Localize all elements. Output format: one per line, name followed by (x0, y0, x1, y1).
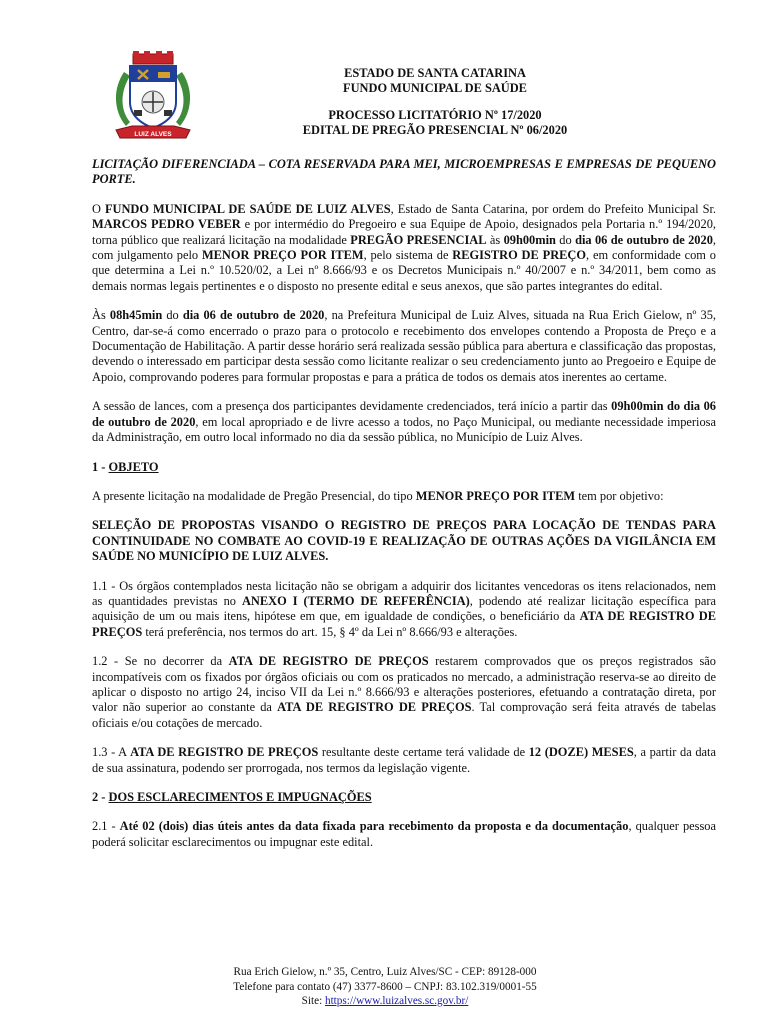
document-header (200, 66, 670, 138)
intro-notice: LICITAÇÃO DIFERENCIADA – COTA RESERVADA PARA MEI, MICROEMPRESAS E EMPRESAS DE PEQUENO PORTE. (92, 157, 716, 187)
paragraph-bidding-session: A sessão de lances, com a presença dos participantes devidamente credenciados, terá início a partir das 09h00min do dia 06 de outubro de 2020, em local apropriado e de livre acesso a todos, no Paço Municipal, ou mediante necessidade imperiosa da Administração, em outro local informado no dia da sessão pública, no Município de Luiz Alves. (92, 399, 716, 445)
paragraph-deadline: Às 08h45min do dia 06 de outubro de 2020, na Prefeitura Municipal de Luiz Alves, situada na Rua Erich Gielow, nº 35, Centro, dar-se-á como encerrado o prazo para o protocolo e recebimento dos envelopes contendo a Proposta de Preço e a Documentação de Habilitação. A partir desse horário será realizada sessão pública para abertura e classificação das propostas, devendo o interessado em participar desta sessão como licitante realizar o seu credenciamento junto ao Pregoeiro e Equipe de Apoio, comprovando poderes para formular propostas e para a prática de todos os demais atos inerentes ao certame. (92, 308, 716, 384)
paragraph-objeto: SELEÇÃO DE PROPOSTAS VISANDO O REGISTRO DE PREÇOS PARA LOCAÇÃO DE TENDAS PARA CONTINUIDADE NO COMBATE AO COVID-19 E REALIZAÇÃO DE OUTRAS AÇÕES DA VIGILÂNCIA EM SAÚDE NO MUNICÍPIO DE LUIZ ALVES. (92, 518, 716, 564)
header-process: PROCESSO LICITATÓRIO Nº 17/2020 (328, 108, 542, 122)
municipal-crest-icon (110, 50, 196, 142)
footer-address: Rua Erich Gielow, n.º 35, Centro, Luiz Alves/SC - CEP: 89128-000 (233, 966, 537, 978)
section-heading-esclarecimentos: 2 - DOS ESCLARECIMENTOS E IMPUGNAÇÕES (92, 790, 372, 804)
paragraph-1-3: 1.3 - A ATA DE REGISTRO DE PREÇOS resultante deste certame terá validade de 12 (DOZE) MESES, a partir da data de sua assinatura, podendo ser prorrogada, nos termos da legislação vigente. (92, 745, 716, 775)
footer-site: Site: https://www.luizalves.sc.gov.br/ (301, 995, 469, 1007)
paragraph-1-2: 1.2 - Se no decorrer da ATA DE REGISTRO DE PREÇOS restarem comprovados que os preços registrados são incompatíveis com os fixados por órgãos oficiais ou com os praticados no mercado, a administração reserva-se ao direito de aplicar o disposto no artigo 24, inciso VII da Lei n.º 8.666/93 e alterações posteriores, efetuando a contratação direta, por valor não superior ao constante da ATA DE REGISTRO DE PREÇOS. Tal comprovação será feita através de tabelas oficiais e/ou cotações de mercado. (92, 654, 716, 730)
header-state: ESTADO DE SANTA CATARINA (344, 66, 526, 80)
site-link[interactable]: https://www.luizalves.sc.gov.br/ (324, 995, 469, 1007)
paragraph-1-1: 1.1 - Os órgãos contemplados nesta licitação não se obrigam a adquirir dos licitantes vencedoras os itens relacionados, nem as quantidades previstas no ANEXO I (TERMO DE REFERÊNCIA), podendo até realizar licitação específica para aquisição de um ou mais itens, hipótese em que, em igualdade de condições, o beneficiário da ATA DE REGISTRO DE PREÇOS terá preferência, nos termos do art. 15, § 4º da Lei nº 8.666/93 e alterações. (92, 578, 716, 639)
document-footer (0, 965, 770, 1009)
header-fund: FUNDO MUNICIPAL DE SAÚDE (343, 81, 527, 95)
paragraph-objeto-intro: A presente licitação na modalidade de Pregão Presencial, do tipo MENOR PREÇO POR ITEM tem por objetivo: (92, 488, 664, 503)
footer-contact: Telefone para contato (47) 3377-8600 – CNPJ: 83.102.319/0001-55 (233, 980, 537, 993)
header-edital: EDITAL DE PREGÃO PRESENCIAL Nº 06/2020 (302, 123, 568, 137)
crest-ribbon-text: LUIZ ALVES (134, 131, 172, 138)
document-body (92, 157, 716, 864)
section-heading-objeto: 1 - OBJETO (92, 459, 159, 474)
paragraph-opening: O FUNDO MUNICIPAL DE SAÚDE DE LUIZ ALVES, Estado de Santa Catarina, por ordem do Prefeito Municipal Sr. MARCOS PEDRO VEBER e por intermédio do Pregoeiro e sua Equipe de Apoio, designados pela Portaria n.º 194/2020, torna público que realizará licitação na modalidade PREGÃO PRESENCIAL às 09h00min do dia 06 de outubro de 2020, com julgamento pelo MENOR PREÇO POR ITEM, pelo sistema de REGISTRO DE PREÇO, em conformidade com o que determina a Lei n.º 10.520/02, a Lei nº 8.666/93 e os Decretos Municipais n.º 40/2007 e n.º 34/2011, bem como as demais normas legais pertinentes e o disposto no presente edital e seus anexos, que são partes integrantes do edital. (92, 201, 717, 293)
paragraph-2-1: 2.1 - Até 02 (dois) dias úteis antes da data fixada para recebimento da proposta e da documentação, qualquer pessoa poderá solicitar esclarecimentos ou impugnar este edital. (92, 819, 716, 849)
